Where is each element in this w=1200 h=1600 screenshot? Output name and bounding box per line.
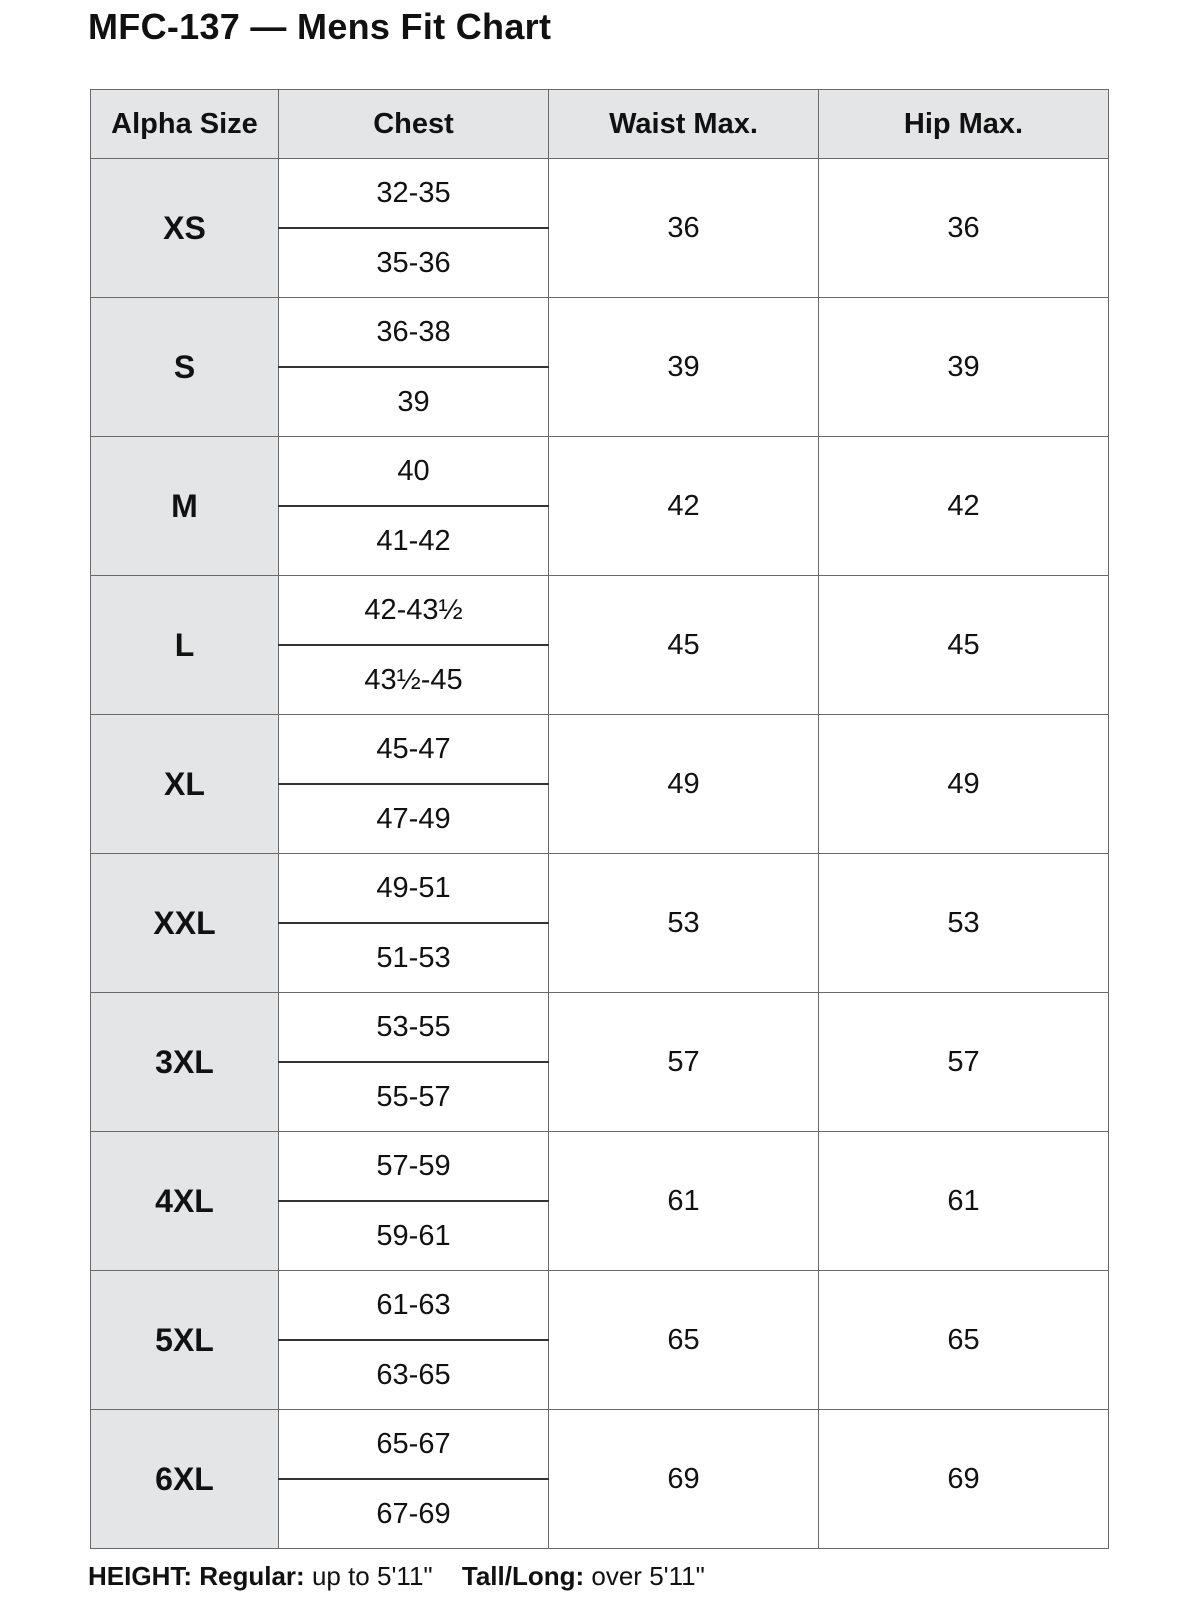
chest-range-cell: 47-49 [279, 784, 549, 854]
chest-range-cell: 43½-45 [279, 645, 549, 715]
page-title: MFC-137 — Mens Fit Chart [88, 6, 552, 47]
chest-range-cell: 32-35 [279, 159, 549, 229]
height-label: HEIGHT: [88, 1561, 192, 1591]
size-cell: 4XL [91, 1132, 279, 1271]
hip-max-cell: 39 [819, 298, 1109, 437]
size-cell: 6XL [91, 1410, 279, 1549]
waist-max-cell: 69 [549, 1410, 819, 1549]
size-cell: 5XL [91, 1271, 279, 1410]
header-chest: Chest [279, 90, 549, 159]
hip-max-cell: 42 [819, 437, 1109, 576]
table-row [91, 1132, 1109, 1202]
hip-max-cell: 57 [819, 993, 1109, 1132]
tall-value: over 5'11" [591, 1561, 705, 1591]
table-row [91, 159, 1109, 229]
size-cell: XS [91, 159, 279, 298]
chest-range-cell: 36-38 [279, 298, 549, 368]
hip-max-cell: 36 [819, 159, 1109, 298]
size-cell: M [91, 437, 279, 576]
table-row [91, 437, 1109, 507]
waist-max-cell: 65 [549, 1271, 819, 1410]
size-cell: S [91, 298, 279, 437]
chest-range-cell: 51-53 [279, 923, 549, 993]
size-cell: L [91, 576, 279, 715]
waist-max-cell: 57 [549, 993, 819, 1132]
header-alpha-size: Alpha Size [91, 90, 279, 159]
table-body [91, 159, 1109, 1549]
waist-max-cell: 61 [549, 1132, 819, 1271]
table-row [91, 576, 1109, 646]
chest-range-cell: 45-47 [279, 715, 549, 785]
header-hip-max: Hip Max. [819, 90, 1109, 159]
table-row [91, 854, 1109, 924]
table-row [91, 1410, 1109, 1480]
table-row [91, 715, 1109, 785]
waist-max-cell: 45 [549, 576, 819, 715]
chest-range-cell: 39 [279, 367, 549, 437]
chest-range-cell: 65-67 [279, 1410, 549, 1480]
waist-max-cell: 39 [549, 298, 819, 437]
chest-range-cell: 49-51 [279, 854, 549, 924]
chest-range-cell: 42-43½ [279, 576, 549, 646]
waist-max-cell: 36 [549, 159, 819, 298]
chest-range-cell: 57-59 [279, 1132, 549, 1202]
height-note [88, 1561, 705, 1592]
hip-max-cell: 45 [819, 576, 1109, 715]
regular-label: Regular: [199, 1561, 305, 1591]
header-row [91, 90, 1109, 159]
tall-label: Tall/Long: [461, 1561, 585, 1591]
table-row [91, 1271, 1109, 1341]
chest-range-cell: 35-36 [279, 228, 549, 298]
table-row [91, 298, 1109, 368]
hip-max-cell: 69 [819, 1410, 1109, 1549]
table-row [91, 993, 1109, 1063]
hip-max-cell: 53 [819, 854, 1109, 993]
waist-max-cell: 49 [549, 715, 819, 854]
waist-max-cell: 42 [549, 437, 819, 576]
size-cell: XXL [91, 854, 279, 993]
regular-value: up to 5'11" [311, 1561, 433, 1591]
chest-range-cell: 67-69 [279, 1479, 549, 1549]
chest-range-cell: 40 [279, 437, 549, 507]
chest-range-cell: 55-57 [279, 1062, 549, 1132]
hip-max-cell: 65 [819, 1271, 1109, 1410]
chest-range-cell: 41-42 [279, 506, 549, 576]
chest-range-cell: 63-65 [279, 1340, 549, 1410]
fit-chart-table [90, 89, 1109, 1549]
chest-range-cell: 61-63 [279, 1271, 549, 1341]
size-cell: XL [91, 715, 279, 854]
header-waist-max: Waist Max. [549, 90, 819, 159]
chest-range-cell: 59-61 [279, 1201, 549, 1271]
waist-max-cell: 53 [549, 854, 819, 993]
hip-max-cell: 49 [819, 715, 1109, 854]
hip-max-cell: 61 [819, 1132, 1109, 1271]
size-cell: 3XL [91, 993, 279, 1132]
chest-range-cell: 53-55 [279, 993, 549, 1063]
